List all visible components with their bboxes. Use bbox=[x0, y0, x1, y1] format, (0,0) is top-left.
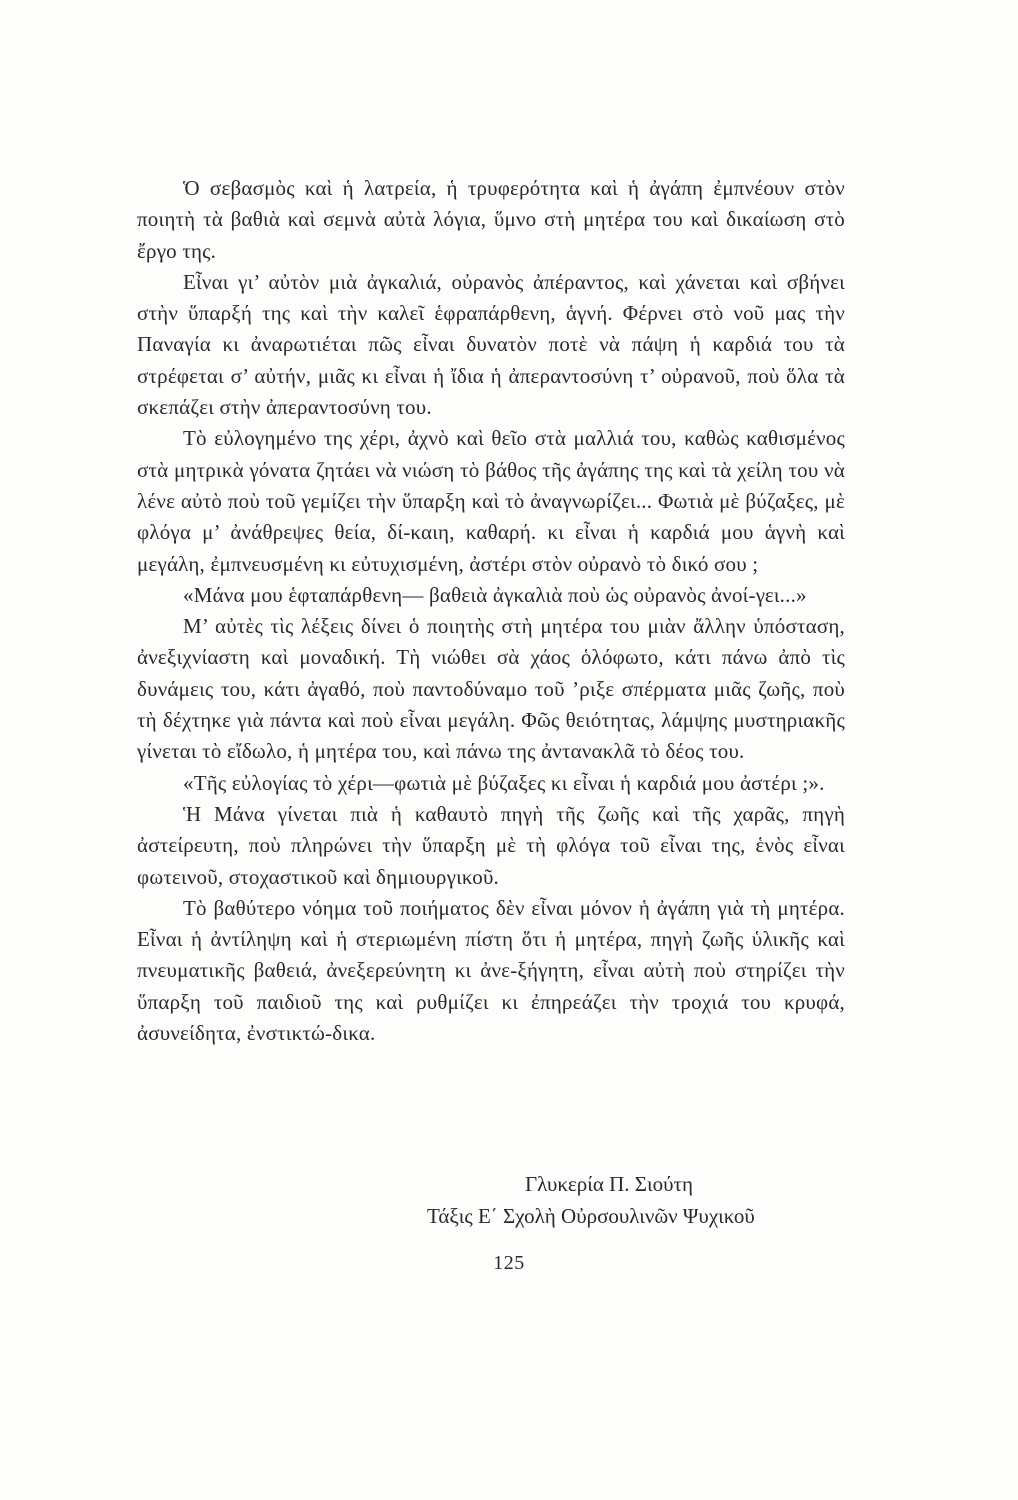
paragraph-5: Μ’ αὐτὲς τὶς λέξεις δίνει ὁ ποιητὴς στὴ μητέρα του μιὰν ἄλλην ὑπόσταση, ἀνεξιχνίαστη καὶ μοναδική. Τὴ νιώθει σὰ χάος ὁλόφωτο, κάτι πάνω ἀπὸ τὶς δυνάμεις του, κάτι ἀγαθό, ποὺ παντοδύναμο τοῦ ’ριξε σπέρματα μιᾶς ζωῆς, ποὺ τὴ δέχτηκε γιὰ πάντα καὶ ποὺ εἶναι μεγάλη. Φῶς θειότητας, λάμψης μυστηριακῆς γίνεται τὸ εἴδωλο, ἡ μητέρα του, καὶ πάνω της ἀντανακλᾶ τὸ δέος του. bbox=[137, 614, 845, 764]
paragraph-8: Τὸ βαθύτερο νόημα τοῦ ποιήματος δὲν εἶναι μόνον ἡ ἀγάπη γιὰ τὴ μητέρα. Εἶναι ἡ ἀντίληψη καὶ ἡ στεριωμένη πίστη ὅτι ἡ μητέρα, πηγὴ ζωῆς ὑλικῆς καὶ πνευματικῆς βαθειά, ἀνεξερεύνητη κι ἀνε-ξήγητη, εἶναι αὐτὴ ποὺ στηρίζει τὴν ὕπαρξη τοῦ παιδιοῦ της καὶ ρυθμίζει κι ἐπηρεάζει τὴν τροχιά του κρυφά, ἀσυνείδητα, ἐνστικτώ-δικα. bbox=[137, 895, 845, 1046]
paragraph-6-quote: «Τῆς εὐλογίας τὸ χέρι—φωτιὰ μὲ βύζαξες κι εἶναι ἡ καρδιά μου ἀστέρι ;». bbox=[183, 770, 825, 795]
page-number: 125 bbox=[493, 1252, 525, 1274]
paragraph-3: Τὸ εὐλογημένο της χέρι, ἀχνὸ καὶ θεῖο στὰ μαλλιά του, καθὼς καθισμένος στὰ μητρικὰ γόνατα ζητάει νὰ νιώση τὸ βάθος τῆς ἀγάπης της καὶ τὰ χείλη του νὰ λένε αὐτὸ ποὺ τοῦ γεμίζει τὴν ὕπαρξη καὶ τὸ ἀναγνωρίζει... Φωτιὰ μὲ βύζαξες, μὲ φλόγα μ’ ἀνάθρεψες θεία, δί-καιη, καθαρή. κι εἶναι ἡ καρδιά μου ἁγνὴ καὶ μεγάλη, ἐμπνευσμένη κι εὐτυχισμένη, ἀστέρι στὸν οὐρανὸ τὸ δικό σου ; bbox=[137, 426, 845, 576]
paragraph-2: Εἶναι γι’ αὐτὸν μιὰ ἀγκαλιά, οὐρανὸς ἀπέραντος, καὶ χάνεται καὶ σβήνει στὴν ὕπαρξή της καὶ τὴν καλεῖ ἑφραπάρθενη, ἁγνή. Φέρνει στὸ νοῦ μας τὴν Παναγία κι ἀναρωτιέται πῶς εἶναι δυνατὸν ποτὲ νὰ πάψη ἡ καρδιά του τὰ στρέφεται σ’ αὐτήν, μιᾶς κι εἶναι ἡ ἴδια ἡ ἀπεραντοσύνη τ’ οὐρανοῦ, ποὺ ὅλα τὰ σκεπάζει στὴν ἀπεραντοσύνη του. bbox=[137, 269, 845, 420]
paragraph-1: Ὁ σεβασμὸς καὶ ἡ λατρεία, ἡ τρυφερότητα καὶ ἡ ἀγάπη ἐμπνέουν στὸν ποιητὴ τὰ βαθιὰ καὶ σεμνὰ αὐτὰ λόγια, ὕμνο στὴ μητέρα του καὶ δικαίωση στὸ ἔργο της. bbox=[137, 176, 845, 263]
author-class-school: Τάξις Ε΄ Σχολὴ Οὐρσουλινῶν Ψυχικοῦ bbox=[427, 1204, 755, 1228]
paragraph-4-quote: «Μάνα μου ἑφταπάρθενη— βαθειὰ ἀγκαλιὰ ποὺ ὡς οὐρανὸς ἀνοί-γει...» bbox=[183, 582, 807, 607]
author-name: Γλυκερία Π. Σιούτη bbox=[525, 1172, 693, 1196]
paragraph-7: Ἡ Μάνα γίνεται πιὰ ἡ καθαυτὸ πηγὴ τῆς ζωῆς καὶ τῆς χαρᾶς, πηγὴ ἀστείρευτη, ποὺ πληρώνει τὴν ὕπαρξη μὲ τὴ φλόγα τοῦ εἶναι της, ἑνὸς εἶναι φωτεινοῦ, στοχαστικοῦ καὶ δημιουργικοῦ. bbox=[137, 801, 845, 889]
essay-body bbox=[137, 173, 845, 1049]
